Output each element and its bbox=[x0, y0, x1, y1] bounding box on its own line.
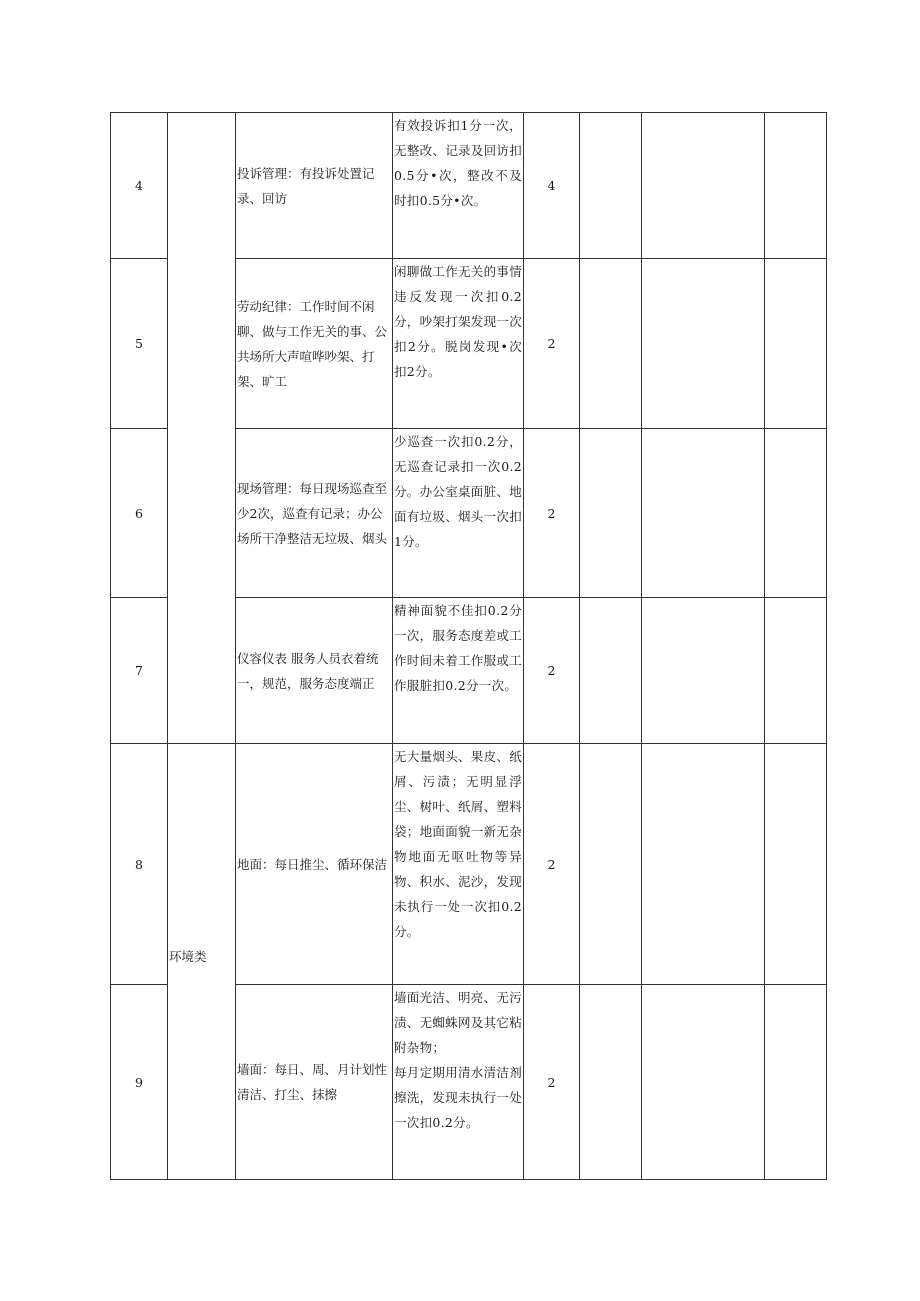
deduction-rule-text: 墙面光洁、明亮、无污渍、无蜘蛛网及其它粘附杂物； 每月定期用清水清洁剂擦洗，发现未执行一处一次扣0.2分。 bbox=[394, 990, 523, 1130]
blank-cell bbox=[580, 598, 642, 744]
deduction-rule-cell bbox=[393, 598, 524, 744]
requirement-text: 仪容仪表 服务人员衣着统一，规范，服务态度端正 bbox=[237, 650, 379, 691]
blank-cell bbox=[642, 429, 765, 598]
score-cell: 2 bbox=[524, 598, 580, 744]
score-cell: 2 bbox=[524, 429, 580, 598]
score-cell: 4 bbox=[524, 113, 580, 259]
deduction-rule-cell bbox=[393, 429, 524, 598]
deduction-rule-cell bbox=[393, 113, 524, 259]
requirement-cell bbox=[236, 598, 393, 744]
score-cell: 2 bbox=[524, 744, 580, 985]
item-number: 4 bbox=[111, 113, 168, 259]
blank-cell bbox=[765, 985, 827, 1180]
item-number: 8 bbox=[111, 744, 168, 985]
blank-cell bbox=[580, 985, 642, 1180]
blank-cell bbox=[765, 429, 827, 598]
deduction-rule-text: 有效投诉扣1分一次，无整改、记录及回访扣0.5分•次，整改不及时扣0.5分•次。 bbox=[394, 118, 523, 208]
requirement-text: 劳动纪律：工作时间不闲聊、做与工作无关的事、公共场所大声喧哗吵架、打架、旷工 bbox=[237, 298, 388, 389]
item-number: 6 bbox=[111, 429, 168, 598]
blank-cell bbox=[642, 259, 765, 429]
score-cell: 2 bbox=[524, 985, 580, 1180]
blank-cell bbox=[642, 598, 765, 744]
requirement-cell bbox=[236, 259, 393, 429]
requirement-text: 墙面：每日、周、月计划性清洁、打尘、抹擦 bbox=[237, 1062, 388, 1102]
blank-cell bbox=[580, 744, 642, 985]
deduction-rule-text: 无大量烟头、果皮、纸屑、污渍；无明显浮尘、树叶、纸屑、塑料袋；地面面貌一新无杂物地面无呕吐物等异物、积水、泥沙，发现未执行一处一次扣0.2分。 bbox=[394, 749, 523, 939]
item-number: 5 bbox=[111, 259, 168, 429]
deduction-rule-cell bbox=[393, 259, 524, 429]
blank-cell bbox=[642, 744, 765, 985]
category-label: 环境类 bbox=[169, 949, 207, 964]
deduction-rule-text: 精神面貌不佳扣0.2分一次，服务态度差或工作时间未着工作服或工作服脏扣0.2分一次。 bbox=[394, 603, 523, 693]
blank-cell bbox=[765, 113, 827, 259]
blank-cell bbox=[765, 259, 827, 429]
category-cell bbox=[168, 744, 236, 1180]
blank-cell bbox=[642, 985, 765, 1180]
requirement-cell bbox=[236, 429, 393, 598]
item-number: 7 bbox=[111, 598, 168, 744]
item-number: 9 bbox=[111, 985, 168, 1180]
requirement-cell bbox=[236, 744, 393, 985]
table-row bbox=[111, 113, 827, 259]
deduction-rule-cell bbox=[393, 985, 524, 1180]
deduction-rule-text: 闲聊做工作无关的事情违反发现一次扣0.2分，吵架打架发现一次扣2分。脱岗发现•次扣2分。 bbox=[394, 264, 523, 379]
requirement-cell bbox=[236, 985, 393, 1180]
scoring-table bbox=[110, 112, 827, 1180]
score-cell: 2 bbox=[524, 259, 580, 429]
blank-cell bbox=[765, 744, 827, 985]
requirement-text: 现场管理：每日现场巡查至少2次，巡查有记录；办公场所干净整洁无垃圾、烟头 bbox=[237, 480, 388, 546]
blank-cell bbox=[580, 429, 642, 598]
category-cell bbox=[168, 113, 236, 744]
blank-cell bbox=[580, 113, 642, 259]
blank-cell bbox=[580, 259, 642, 429]
deduction-rule-text: 少巡查一次扣0.2分，无巡查记录扣一次0.2分。办公室桌面脏、地面有垃圾、烟头一次扣1分。 bbox=[394, 434, 523, 549]
blank-cell bbox=[765, 598, 827, 744]
requirement-text: 投诉管理：有投诉处置记录、回访 bbox=[237, 165, 375, 206]
deduction-rule-cell bbox=[393, 744, 524, 985]
blank-cell bbox=[642, 113, 765, 259]
requirement-cell bbox=[236, 113, 393, 259]
requirement-text: 地面：每日推尘、循环保洁 bbox=[237, 856, 388, 872]
table-row bbox=[111, 744, 827, 985]
